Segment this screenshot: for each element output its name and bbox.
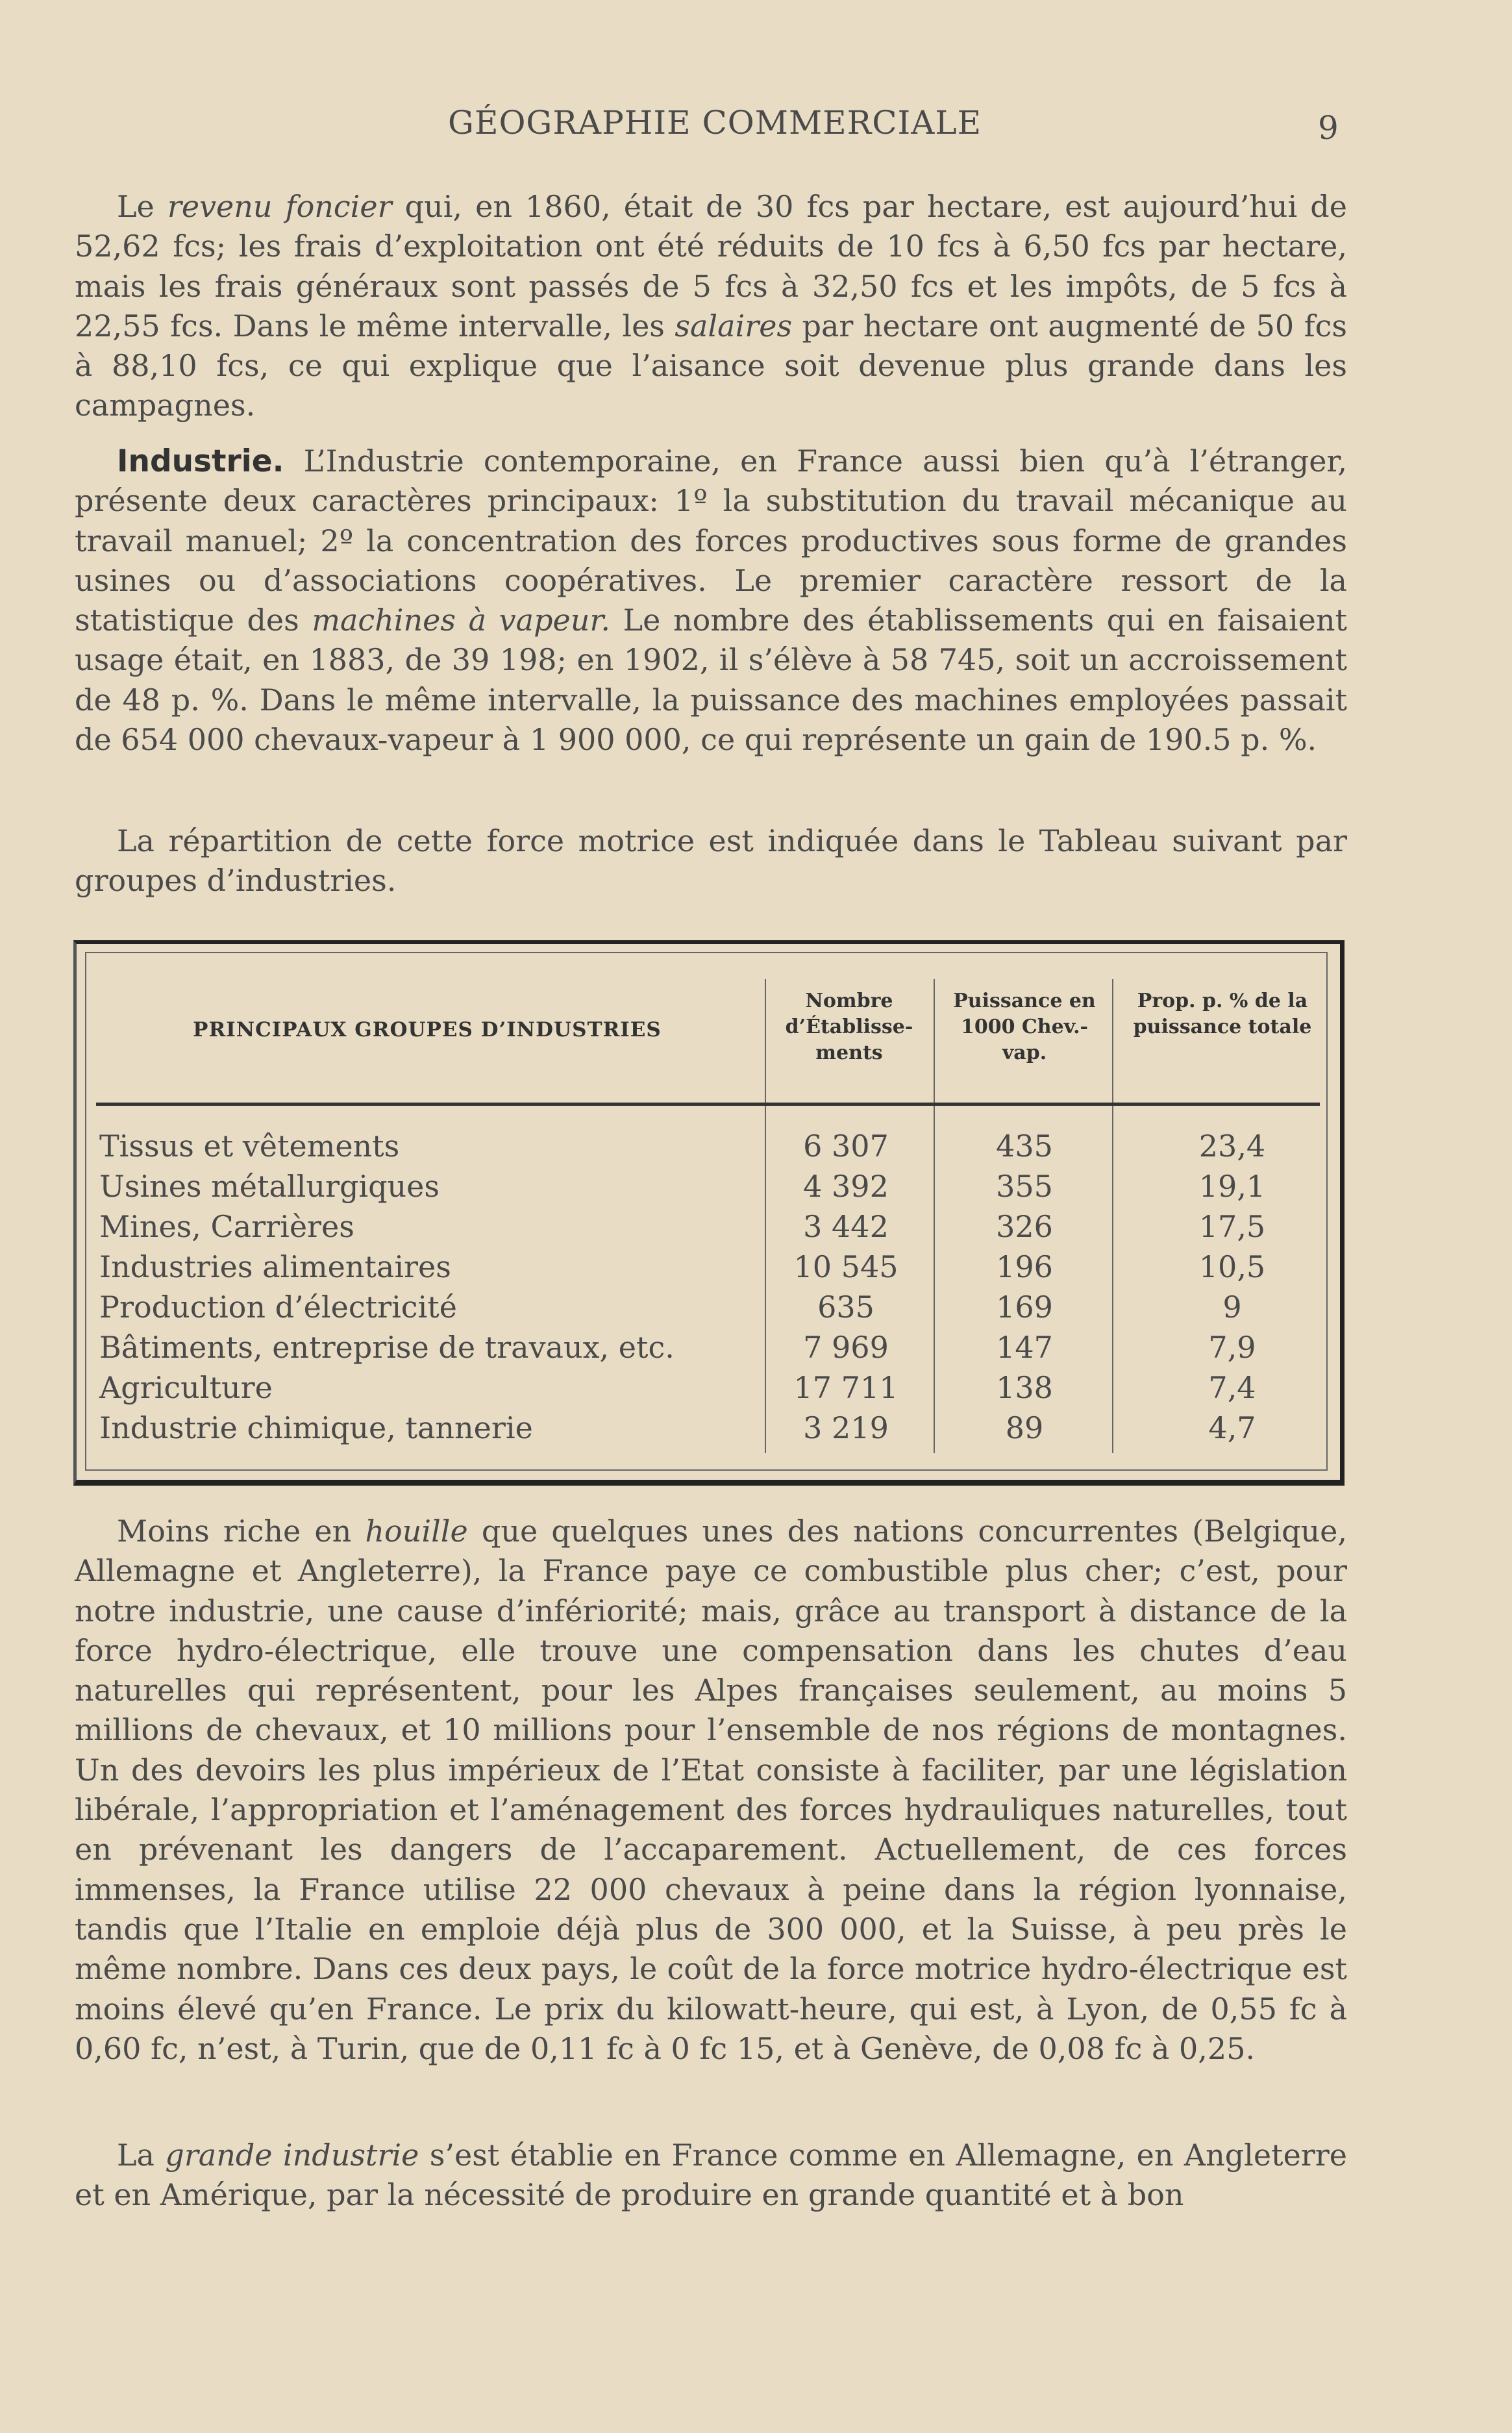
table-row: Agriculture 17 711 138 7,4: [99, 1370, 1256, 1405]
running-header: GÉOGRAPHIE COMMERCIALE: [448, 104, 982, 142]
table-row: Industrie chimique, tannerie 3 219 89 4,7: [99, 1410, 1256, 1445]
header-puissance: Puissance en 1000 Chev.-vap.: [953, 990, 1096, 1064]
paragraph-industrie: Industrie. L’Industrie contemporaine, en France aussi bien qu’à l’étranger, présente deux caractères principaux: 1º la substitution du travail mécanique au travail manuel; 2º la concentration des forces productives sous forme de grandes usines ou d’associations coopératives. Le premier caractère ressort de la statistique des machines à vapeur. Le nombre des établissements qui en faisaient usage était, en 1883, de 39 198; en 1902, il s’élève à 58 745, soit un accroissement de 48 p. %. Dans le même intervalle, la puissance des machines employées passait de 654 000 chevaux-vapeur à 1 900 000, ce qui représente un gain de 190.5 p. %.: [75, 443, 1347, 758]
paragraph-houille: Moins riche en houille que quelques unes des nations concurrentes (Belgique, Allemagne et Angleterre), la France paye ce combustible plus cher; c’est, pour notre industrie, une cause d’infériorité; mais, grâce au transport à distance de la force hydro-électrique, elle trouve une compensation dans les chutes d’eau naturelles qui représentent, pour les Alpes françaises seulement, au moins 5 millions de chevaux, et 10 millions pour l’ensemble de nos régions de montagnes. Un des devoirs les plus impérieux de l’Etat consiste à faciliter, par une législation libérale, l’appropriation et l’aménagement des forces hydrauliques naturelles, tout en prévenant les dangers de l’accaparement. Actuellement, de ces forces immenses, la France utilise 22 000 chevaux à peine dans la région lyonnaise, tandis que l’Italie en emploie déjà plus de 300 000, et la Suisse, à peu près le même nombre. Dans ces deux pays, le coût de la force motrice hydro-électrique est moins élevé qu’en France. Le prix du kilowatt-heure, qui est, à Lyon, de 0,55 fc à 0,60 fc, n’est, à Turin, que de 0,11 fc à 0 fc 15, et à Genève, de 0,08 fc à 0,25.: [75, 1514, 1347, 2066]
table-row: Usines métallurgiques 4 392 355 19,1: [99, 1169, 1266, 1204]
paragraph-grande-industrie: La grande industrie s’est établie en France comme en Allemagne, en Angleterre et en Amérique, par la nécessité de produire en grande quantité et à bon: [75, 2138, 1348, 2213]
header-proportion: Prop. p. % de la puissance totale: [1133, 990, 1312, 1038]
emphasis-revenu-foncier: revenu foncier: [167, 189, 392, 224]
header-rule: [96, 1103, 1320, 1106]
page-number: 9: [1318, 109, 1339, 147]
emphasis-machines-a-vapeur: machines à vapeur.: [312, 603, 610, 638]
emphasis-grande-industrie: grande industrie: [165, 2138, 419, 2173]
table-row: Production d’électricité 635 169 9: [99, 1290, 1242, 1325]
table-row: Mines, Carrières 3 442 326 17,5: [99, 1209, 1266, 1244]
table-row: Bâtiments, entreprise de travaux, etc. 7 969 147 7,9: [99, 1330, 1256, 1365]
table-row: Industries alimentaires 10 545 196 10,5: [99, 1249, 1266, 1284]
table-row: Tissus et vêtements 6 307 435 23,4: [99, 1129, 1266, 1164]
header-nombre: Nombre d’Établisse-ments: [785, 990, 913, 1064]
industry-power-table: [73, 940, 1345, 1486]
section-heading-industrie: Industrie.: [117, 443, 284, 479]
emphasis-salaires: salaires: [675, 308, 793, 343]
paragraph-revenu-foncier: Le revenu foncier qui, en 1860, était de 30 fcs par hectare, est aujourd’hui de 52,62 fcs; les frais d’exploitation ont été réduits de 10 fcs à 6,50 fcs par hectare, mais les frais généraux sont passés de 5 fcs à 32,50 fcs et les impôts, de 5 fcs à 22,55 fcs. Dans le même intervalle, les salaires par hectare ont augmenté de 50 fcs à 88,10 fcs, ce qui explique que l’aisance soit devenue plus grande dans les campagnes.: [75, 189, 1347, 423]
paragraph-repartition: La répartition de cette force motrice est indiquée dans le Tableau suivant par groupes d’industries.: [75, 823, 1347, 899]
header-groupes: PRINCIPAUX GROUPES D’INDUSTRIES: [193, 1018, 662, 1042]
emphasis-houille: houille: [365, 1514, 468, 1549]
